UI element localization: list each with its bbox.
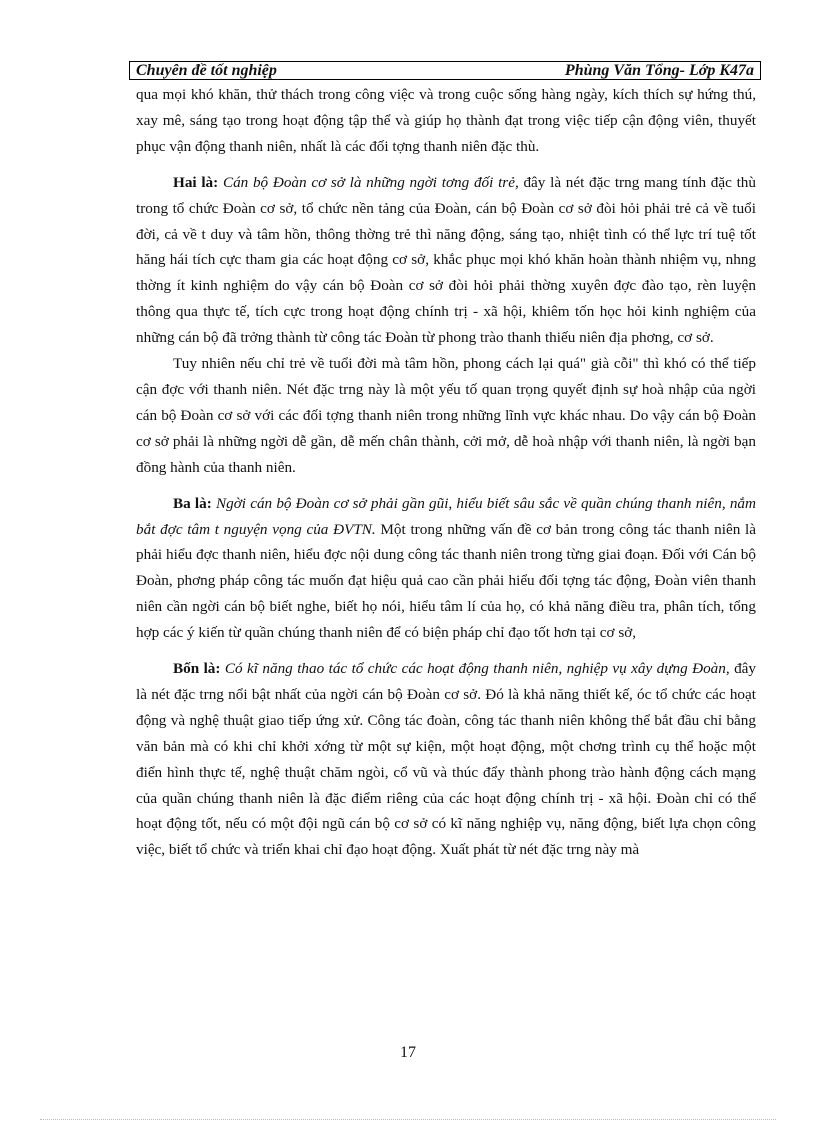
paragraph-italic-lead: Cán bộ Đoàn cơ sở là những ngời tơng đối trẻ, (222, 173, 519, 191)
paragraph-body: đây là nét đặc trng mang tính đặc thù trong tổ chức Đoàn cơ sở, tổ chức nền tảng của Đoàn, cán bộ Đoàn cơ sở đòi hỏi phải trẻ cả về tuổi đời, cả về t duy và tâm hồn, thông thờng trẻ thì năng động, sáng tạo, nhiệt tình có thể lực trí tuệ tốt hăng hái tích cực tham gia các hoạt động cơ sở, khắc phục mọi khó khăn hoàn thành nhiệm vụ, nhng thờng ít kinh nghiệm do vậy cán bộ Đoàn cơ sở đòi hỏi phải thờng xuyên đợc đào tạo, rèn luyện thông qua thực tế, tích cực trong hoạt động chính trị - xã hội, khiêm tốn học hỏi kinh nghiệm của những cán bộ đã trởng thành từ công tác Đoàn từ phong trào thanh thiếu niên địa phơng, cơ sở. (136, 173, 756, 347)
paragraph-label: Hai là: (173, 173, 219, 191)
bottom-dotted-rule (40, 1119, 776, 1120)
paragraph-tuy-nhien: Tuy nhiên nếu chỉ trẻ về tuổi đời mà tâm hồn, phong cách lại quá" già cỗi" thì khó có thể tiếp cận đợc với thanh niên. Nét đặc trng này là một yếu tố quan trọng quyết định sự hoà nhập của ngời cán bộ Đoàn cơ sở với các đối tợng thanh niên trong những lĩnh vực khác nhau. Do vậy cán bộ Đoàn cơ sở phải là những ngời dễ gần, dễ mến chân thành, cởi mở, dễ hoà nhập với thanh niên, là ngời bạn đồng hành của thanh niên. (136, 355, 756, 476)
paragraph-continuation: qua mọi khó khăn, thử thách trong công việc và trong cuộc sống hàng ngày, kích thích sự hứng thú, xay mê, sáng tạo trong hoạt động tập thể và giúp họ thành đạt trong việc tiếp cận động viên, thuyết phục vận động thanh niên, nhất là các đối tợng thanh niên đặc thù. (136, 86, 756, 155)
paragraph-ba-la (136, 491, 756, 646)
paragraph-italic-lead: Có kĩ năng thao tác tổ chức các hoạt động thanh niên, nghiệp vụ xây dựng Đoàn, (224, 660, 730, 678)
header-author-class: Phùng Văn Tổng- Lớp K47a (564, 61, 754, 79)
paragraph-body: Một trong những vấn đề cơ bản trong công tác thanh niên là phải hiểu đợc thanh niên, hiểu đợc nội dung công tác thanh niên trong từng giai đoạn. Đối với Cán bộ Đoàn, phơng pháp công tác muốn đạt hiệu quả cao cần phải hiểu đối tợng tác động, Đoàn viên thanh niên cần ngời cán bộ biết nghe, biết họ nói, hiểu tâm lí của họ, có khả năng điều tra, phân tích, tổng hợp các ý kiến từ quần chúng thanh niên để có biện pháp chỉ đạo tốt hơn tại cơ sở, (136, 520, 756, 642)
paragraph-bon-la (136, 656, 756, 863)
paragraph-body: đây là nét đặc trng nổi bật nhất của ngời cán bộ Đoàn cơ sở. Đó là khả năng thiết kế, óc tổ chức các hoạt động và nghệ thuật giao tiếp ứng xử. Công tác đoàn, công tác thanh niên không thể bắt đầu chỉ bằng văn bản mà có khi chỉ khởi xớng từ một sự kiện, một hoạt động, một chơng trình cụ thể hoặc một điển hình thực tế, nghệ thuật chăm ngòi, cổ vũ và thúc đẩy thành phong trào hành động cách mạng của quần chúng thanh niên là đặc điểm riêng của các hoạt động chính trị - xã hội. Đoàn chỉ có thể hoạt động tốt, nếu có một đội ngũ cán bộ cơ sở có kĩ năng nghiệp vụ, năng động, biết lựa chọn công việc, biết tổ chức và triển khai chỉ đạo hoạt động. Xuất phát từ nét đặc trng này mà (136, 660, 756, 859)
paragraph-label: Bốn là: (173, 660, 221, 678)
page-number: 17 (400, 1044, 416, 1061)
paragraph-italic-lead: Ngời cán bộ Đoàn cơ sở phải gần gũi, hiểu biết sâu sắc về quần chúng thanh niên, nắm bắt đợc tâm t nguyện vọng của ĐVTN. (136, 494, 756, 538)
paragraph-label: Ba là: (173, 494, 212, 512)
header-title: Chuyên đề tốt nghiệp (136, 61, 277, 79)
paragraph-hai-la (136, 170, 756, 351)
page-header (129, 61, 761, 80)
body-text (136, 82, 756, 863)
